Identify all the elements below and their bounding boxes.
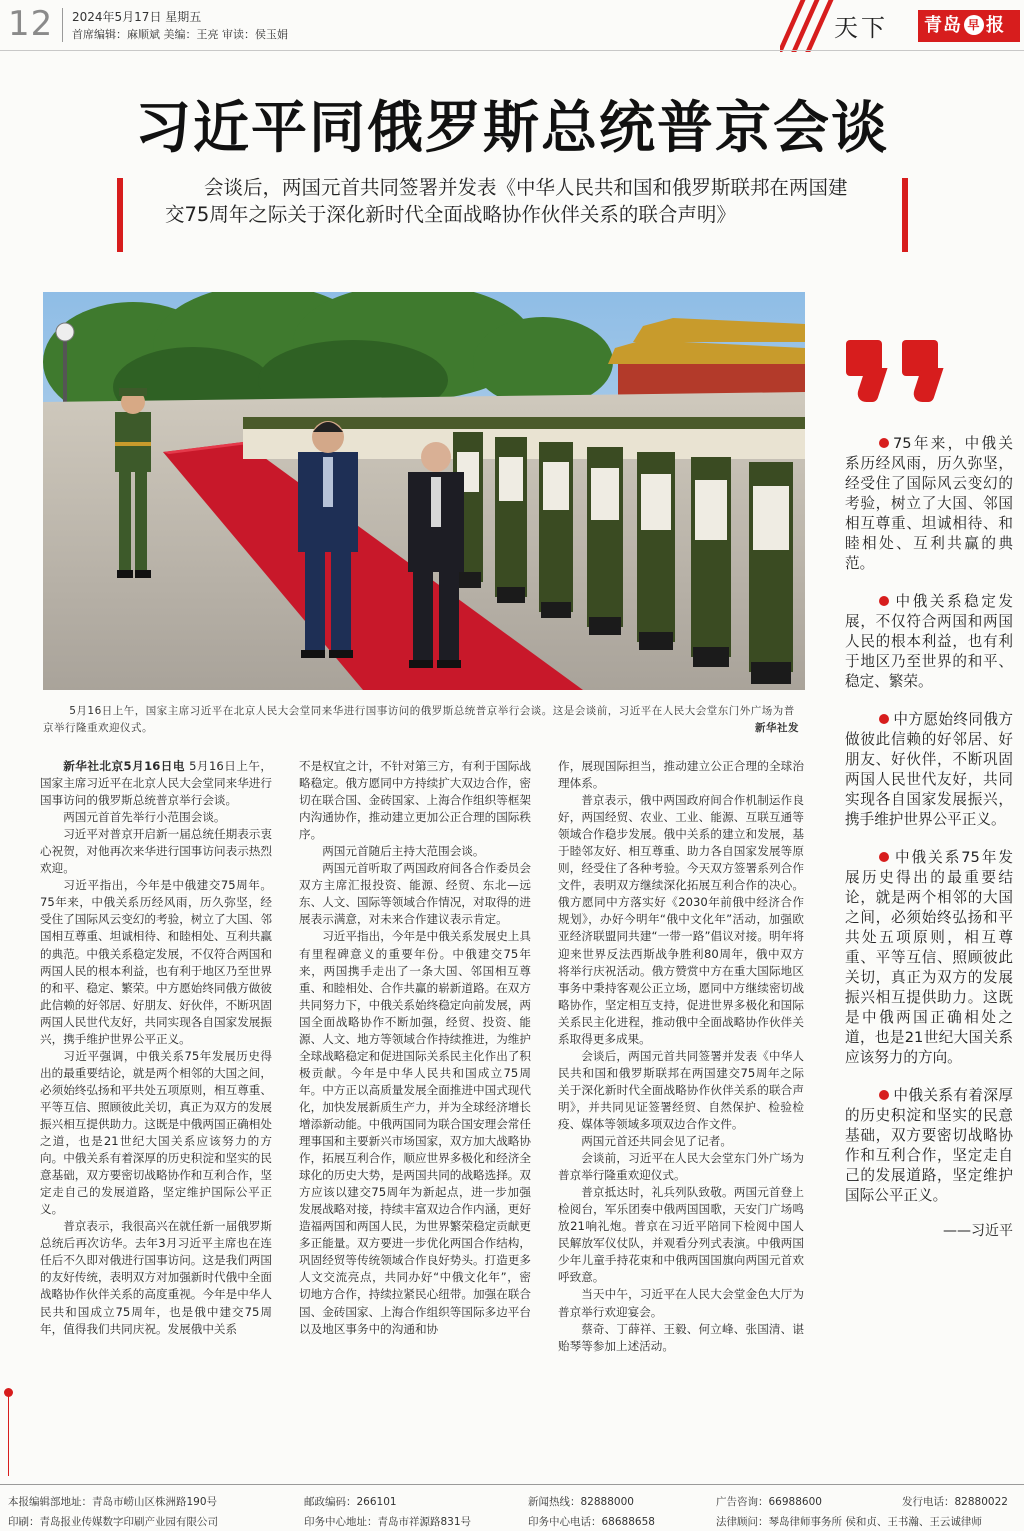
quote-item: 中俄关系稳定发展，不仅符合两国和两国人民的根本利益，也有利于地区乃至世界的和平、稳定、繁荣。 (845, 593, 1013, 690)
article-paragraph: 作，展现国际担当，推动建立公正合理的全球治理体系。 (558, 759, 804, 791)
article-paragraph: 两国元首听取了两国政府间各合作委员会双方主席汇报投资、能源、经贸、东北—远东、人文、国际等领域合作情况，对取得的进展表示满意，对未来合作建议表示肯定。 (299, 861, 531, 927)
deck-left-bar (117, 178, 123, 252)
deck-right-bar (902, 178, 908, 252)
quote-source: ——习近平 (943, 1223, 1013, 1239)
article-paragraph: 会谈前，习近平在人民大会堂东门外广场为普京举行隆重欢迎仪式。 (558, 1151, 804, 1183)
section-title: 天下 (834, 14, 888, 42)
dateline: 新华社北京5月16日电 (63, 759, 185, 773)
article-paragraph: 两国元首还共同会见了记者。 (581, 1134, 732, 1149)
ceremony-photo (43, 292, 805, 690)
quote-item: 75年来，中俄关系历经风雨，历久弥坚，经受住了国际风云变幻的考验，树立了大国、邻国相互尊重、坦诚相待、和睦相处、互利共赢的典范。 (845, 435, 1013, 572)
article-paragraph: 两国元首随后主持大范围会谈。 (322, 844, 485, 859)
article-paragraph: 习近平指出，今年是中俄建交75周年。75年来，中俄关系历经风雨，历久弥坚，经受住了国际风云变幻的考验，树立了大国、邻国相互尊重、坦诚相待、和睦相处、互利共赢的典范。中俄关系稳定发展，不仅符合两国和两国人民的根本利益，也有利于地区乃至世界的和平、稳定、繁荣。中方愿始终同俄方做彼此信赖的好邻居、好朋友、好伙伴，不断巩固两国人民世代友好，共同实现各自国家发展振兴，携手维护世界公平正义。 (40, 878, 272, 1046)
footer-distribution-phone: 发行电话：82880022 (902, 1496, 1008, 1508)
quote-sidebar (845, 434, 1013, 1240)
photo-caption-text: 5月16日上午，国家主席习近平在北京人民大会堂同来华进行国事访问的俄罗斯总统普京举行会谈。这是会谈前，习近平在人民大会堂东门外广场为普京举行隆重欢迎仪式。 (43, 705, 795, 734)
article-paragraph: 普京表示，我很高兴在就任新一届俄罗斯总统后再次访华。去年3月习近平主席也在连任后不久即对俄进行国事访问。这是我们两国的友好传统，表明双方对加强新时代俄中全面战略协作伙伴关系的高度重视。今年是中华人民共和国成立75周年，也是俄中建交75周年，值得我们共同庆祝。发展俄中关系 (40, 1219, 272, 1336)
bullet-icon (879, 596, 889, 606)
margin-line (8, 1396, 9, 1476)
article-paragraph: 习近平强调，中俄关系75年发展历史得出的最重要结论，就是两个相邻的大国之间，必须始终弘扬和平共处五项原则，相互尊重、平等互信、照顾彼此关切，真正为双方的发展振兴相互提供助力。这既是中俄两国正确相处之道，也是21世纪大国关系应该努力的方向。中俄关系有着深厚的历史积淀和坚实的民意基础，双方要密切战略协作和互利合作，坚定走自己的发展道路，坚定维护国际公平正义。 (40, 1048, 272, 1217)
logo-badge: 早 (964, 15, 984, 35)
article-column-2 (299, 758, 531, 1338)
header-divider (62, 8, 63, 42)
logo-text-right: 报 (986, 15, 1005, 36)
article-headline: 习近平同俄罗斯总统普京会谈 (135, 96, 889, 161)
quote-mark-icon (902, 340, 938, 404)
logo-text-left: 青岛 (924, 15, 962, 36)
footer-print-phone: 印务中心电话：68688658 (528, 1516, 655, 1528)
footer-print-address: 印务中心地址：青岛市祥源路831号 (304, 1516, 472, 1528)
quote-item: 中方愿始终同俄方做彼此信赖的好邻居、好朋友、好伙伴，不断巩固两国人民世代友好，共同实现各自国家发展振兴，携手维护世界公平正义。 (845, 711, 1013, 828)
quote-mark-icon (846, 340, 882, 404)
footer-news-hotline: 新闻热线：82888000 (528, 1496, 634, 1508)
article-paragraph: 当天中午，习近平在人民大会堂金色大厅为普京举行欢迎宴会。 (558, 1287, 804, 1319)
footer-postcode: 邮政编码：266101 (304, 1496, 397, 1508)
article-paragraph: 普京表示，俄中两国政府间合作机制运作良好，两国经贸、农业、工业、能源、互联互通等领域合作稳步发展。俄中关系的建立和发展，基于睦邻友好、相互尊重、助力各自国家发展等原则，经受住了各种考验。今天双方签署系列合作文件，表明双方继续深化拓展互利合作的决心。俄方愿同中方落实好《2030年前俄中经济合作规划》，办好今明年“俄中文化年”活动，加强欧亚经济联盟同共建“一带一路”倡议对接。明年将迎来世界反法西斯战争胜利80周年，俄中双方将举行庆祝活动。俄方赞赏中方在重大国际地区事务中秉持客观公正立场，愿同中方继续密切战略协作，坚定相互支持，促进世界多极化和国际关系民主化进程，推动俄中全面战略协作伙伴关系取得更多成果。 (558, 793, 804, 1046)
issue-date: 2024年5月17日 星期五 (72, 10, 202, 24)
page-header (0, 0, 1024, 52)
header-slash-decoration (780, 0, 840, 52)
article-paragraph: 不是权宜之计，不针对第三方，有利于国际战略稳定。俄方愿同中方持续扩大双边合作，密切在联合国、金砖国家、上海合作组织等框架内沟通协作，推动建立更加公正合理的国际秩序。 (299, 759, 531, 842)
article-deck: 会谈后，两国元首共同签署并发表《中华人民共和国和俄罗斯联邦在两国建交75周年之际关于深化新时代全面战略协作伙伴关系的联合声明》 (165, 176, 848, 226)
quote-item: 中俄关系75年发展历史得出的最重要结论，就是两个相邻的大国之间，必须始终弘扬和平共处五项原则，相互尊重、平等互信、照顾彼此关切，真正为双方的发展振兴相互提供助力。这既是中俄两国正确相处之道，也是21世纪大国关系应该努力的方向。 (845, 849, 1013, 1066)
article-column-3 (558, 758, 804, 1355)
ceremony-photo-illustration (43, 292, 805, 690)
footer-legal-counsel: 法律顾问：琴岛律师事务所 侯和贞、王书瀚、王云诚律师 (716, 1516, 982, 1528)
article-paragraph: 普京抵达时，礼兵列队致敬。两国元首登上检阅台，军乐团奏中俄两国国歌，天安门广场鸣放21响礼炮。普京在习近平陪同下检阅中国人民解放军仪仗队，并观看分列式表演。中俄两国少年儿童手持花束和中俄两国国旗向两国元首欢呼致意。 (558, 1185, 804, 1285)
article-paragraph: 两国元首首先举行小范围会谈。 (63, 810, 226, 825)
article-paragraph: 新华社北京5月16日电 5月16日上午，国家主席习近平在北京人民大会堂同来华进行国事访问的俄罗斯总统普京举行会谈。 (40, 759, 273, 808)
bullet-icon (879, 714, 889, 724)
bullet-icon (879, 1090, 889, 1100)
editor-credits: 首席编辑：麻顺斌 美编：王亮 审读：侯玉娟 (72, 28, 288, 41)
footer-rule (0, 1484, 1024, 1485)
bullet-icon (879, 438, 889, 448)
article-paragraph: 习近平对普京开启新一届总统任期表示衷心祝贺，对他再次来华进行国事访问表示热烈欢迎。 (40, 827, 272, 876)
article-paragraph: 习近平指出，今年是中俄关系发展史上具有里程碑意义的重要年份。中俄建交75年来，两国携手走出了一条大国、邻国相互尊重、和睦相处、合作共赢的崭新道路。在双方共同努力下，中俄关系始终稳定向前发展，两国全面战略协作不断加强，经贸、投资、能源、人文、地方等领域合作持续推进，为维护全球战略稳定和促进国际关系民主化作出了积极贡献。今年是中华人民共和国成立75周年。中方正以高质量发展全面推进中国式现代化，加快发展新质生产力，并为全球经济增长增添新动能。中俄两国同为联合国安理会常任理事国和主要新兴市场国家，双方加大战略协作，拓展互利合作，顺应世界多极化和经济全球化的历史大势，是两国共同的战略选择。双方应该以建交75周年为新起点，进一步加强发展战略对接，持续丰富双边合作内涵，更好造福两国和两国人民，为世界繁荣稳定贡献更多正能量。双方要进一步优化两国合作结构，巩固经贸等传统领域合作良好势头。打造更多人文交流亮点，共同办好“中俄文化年”，密切地方合作，持续拉紧民心纽带。加强在联合国、金砖国家、上海合作组织等国际多边平台以及地区事务中的沟通和协 (299, 929, 531, 1336)
footer-printer: 印刷：青岛报业传媒数字印刷产业园有限公司 (8, 1516, 218, 1528)
article-paragraph: 蔡奇、丁薛祥、王毅、何立峰、张国清、谌贻琴等参加上述活动。 (558, 1321, 804, 1353)
header-rule (0, 50, 1024, 51)
newspaper-logo (918, 10, 1020, 42)
photo-caption (43, 703, 805, 737)
footer-ad-contact: 广告咨询：66988600 (716, 1496, 822, 1508)
footer-address: 本报编辑部地址：青岛市崂山区株洲路190号 (8, 1496, 218, 1508)
quote-item: 中俄关系有着深厚的历史积淀和坚实的民意基础，双方要密切战略协作和互利合作，坚定走自己的发展道路，坚定维护国际公平正义。 (845, 1087, 1013, 1204)
article-column-1 (40, 758, 272, 1338)
page-number: 12 (8, 4, 54, 44)
photo-credit: 新华社发 (755, 722, 799, 734)
bullet-icon (879, 852, 889, 862)
article-paragraph: 会谈后，两国元首共同签署并发表《中华人民共和国和俄罗斯联邦在两国建交75周年之际关于深化新时代全面战略协作伙伴关系的联合声明》，并共同见证签署经贸、自然保护、检验检疫、媒体等领域多项双边合作文件。 (558, 1048, 804, 1131)
